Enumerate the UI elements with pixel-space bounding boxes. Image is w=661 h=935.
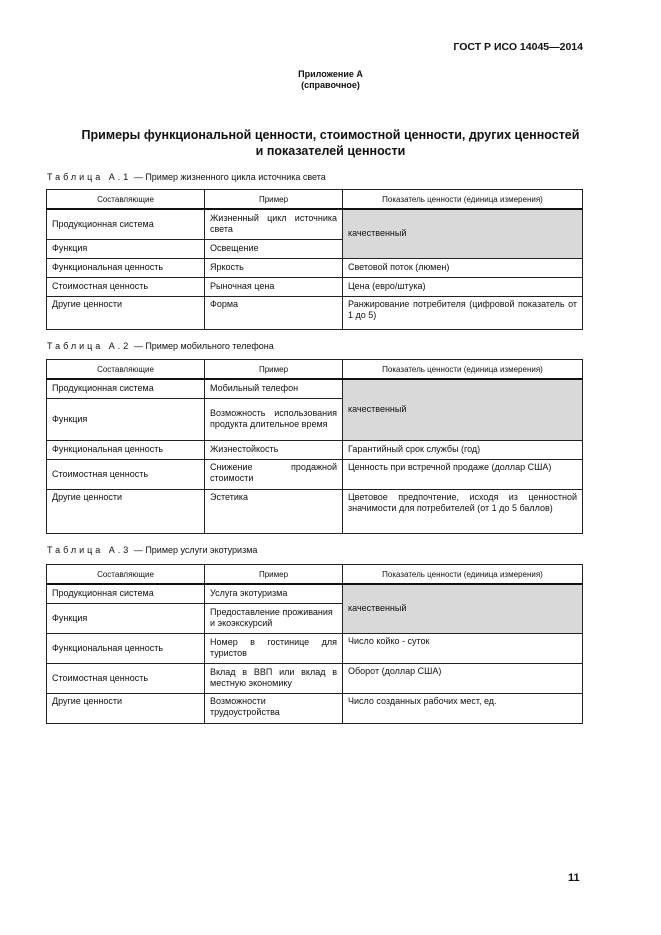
column-header-component: Составляющие (47, 360, 205, 380)
table-a3-caption (47, 545, 257, 555)
table-row (47, 693, 583, 723)
cell-component: Функция (47, 398, 205, 440)
page-title-line-1: Примеры функциональной ценности, стоимостной ценности, других ценностей (81, 128, 580, 142)
column-header-indicator: Показатель ценности (единица измерения) (343, 190, 583, 210)
cell-component: Другие ценности (47, 489, 205, 533)
table-a2-caption-text: — Пример мобильного телефона (133, 341, 274, 351)
cell-example: Рыночная цена (205, 277, 343, 296)
annex-heading (0, 69, 661, 91)
cell-example: Освещение (205, 239, 343, 258)
cell-indicator: качественный (343, 209, 583, 258)
table-row (47, 440, 583, 459)
table-row (47, 489, 583, 533)
column-header-indicator: Показатель ценности (единица измерения) (343, 565, 583, 585)
table-row (47, 277, 583, 296)
cell-example: Мобильный телефон (205, 379, 343, 398)
cell-example: Номер в гостинице для туристов (205, 633, 343, 663)
table-row (47, 209, 583, 239)
cell-example: Услуга экотуризма (205, 584, 343, 603)
table-row (47, 663, 583, 693)
page-number: 11 (568, 872, 580, 884)
column-header-example: Пример (205, 565, 343, 585)
cell-component: Другие ценности (47, 693, 205, 723)
cell-example: Эстетика (205, 489, 343, 533)
table-row (47, 296, 583, 329)
cell-component: Функция (47, 239, 205, 258)
cell-example: Вклад в ВВП или вклад в местную экономику (205, 663, 343, 693)
column-header-component: Составляющие (47, 190, 205, 210)
cell-example: Возможности трудоустройства (205, 693, 343, 723)
cell-indicator: Ценность при встречной продаже (доллар США) (343, 459, 583, 489)
table-header-row (47, 190, 583, 210)
cell-indicator: качественный (343, 379, 583, 440)
table-a1-caption (47, 172, 326, 182)
column-header-example: Пример (205, 360, 343, 380)
cell-example: Жизнестойкость (205, 440, 343, 459)
table-a3-label: Таблица А.3 (47, 545, 132, 555)
table-a1-label: Таблица А.1 (47, 172, 132, 182)
column-header-indicator: Показатель ценности (единица измерения) (343, 360, 583, 380)
cell-example: Яркость (205, 258, 343, 277)
cell-example: Форма (205, 296, 343, 329)
cell-indicator: Число койко - суток (343, 633, 583, 663)
cell-component: Стоимостная ценность (47, 277, 205, 296)
cell-component: Стоимостная ценность (47, 663, 205, 693)
cell-component: Продукционная система (47, 584, 205, 603)
cell-indicator: Число созданных рабочих мест, ед. (343, 693, 583, 723)
cell-indicator: Цена (евро/штука) (343, 277, 583, 296)
cell-example: Жизненный цикл источника света (205, 209, 343, 239)
cell-component: Функциональная ценность (47, 258, 205, 277)
annex-title: Приложение А (298, 69, 363, 79)
cell-component: Продукционная система (47, 209, 205, 239)
page-title-line-2: и показателей ценности (255, 144, 406, 158)
cell-indicator: Оборот (доллар США) (343, 663, 583, 693)
cell-example: Возможность использования продукта длительное время (205, 398, 343, 440)
table-row (47, 258, 583, 277)
cell-component: Функциональная ценность (47, 440, 205, 459)
cell-component: Другие ценности (47, 296, 205, 329)
standard-designation: ГОСТ Р ИСО 14045—2014 (453, 41, 583, 53)
cell-indicator: Гарантийный срок службы (год) (343, 440, 583, 459)
column-header-component: Составляющие (47, 565, 205, 585)
cell-component: Стоимостная ценность (47, 459, 205, 489)
table-row (47, 379, 583, 398)
table-a2 (46, 359, 583, 534)
cell-component: Функция (47, 603, 205, 633)
table-a2-caption (47, 341, 274, 351)
table-a3 (46, 564, 583, 724)
table-row (47, 459, 583, 489)
cell-indicator: Световой поток (люмен) (343, 258, 583, 277)
annex-subtitle: (справочное) (301, 80, 360, 90)
table-header-row (47, 565, 583, 585)
cell-indicator: качественный (343, 584, 583, 633)
table-a1 (46, 189, 583, 330)
table-a3-caption-text: — Пример услуги экотуризма (133, 545, 258, 555)
page-title (40, 127, 621, 159)
cell-component: Продукционная система (47, 379, 205, 398)
cell-component: Функциональная ценность (47, 633, 205, 663)
table-a2-label: Таблица А.2 (47, 341, 132, 351)
cell-example: Снижение продажной стоимости (205, 459, 343, 489)
table-row (47, 584, 583, 603)
table-header-row (47, 360, 583, 380)
table-row (47, 633, 583, 663)
cell-indicator: Ранжирование потребителя (цифровой показатель от 1 до 5) (343, 296, 583, 329)
cell-example: Предоставление проживания и экоэкскурсий (205, 603, 343, 633)
cell-indicator: Цветовое предпочтение, исходя из ценностной значимости для потребителей (от 1 до 5 баллов) (343, 489, 583, 533)
column-header-example: Пример (205, 190, 343, 210)
table-a1-caption-text: — Пример жизненного цикла источника света (133, 172, 326, 182)
